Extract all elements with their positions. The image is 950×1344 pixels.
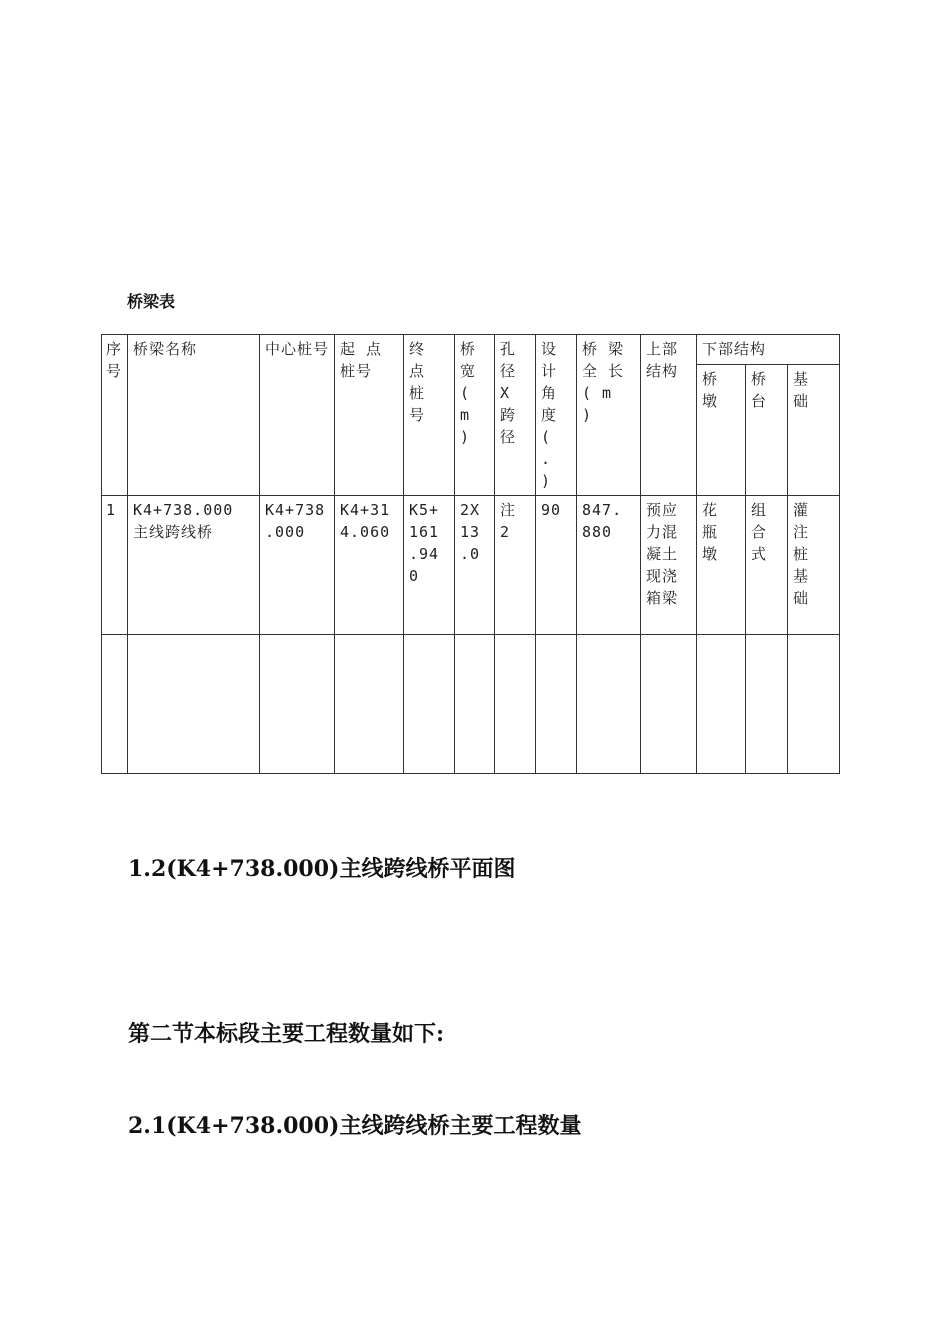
cell-design-angle: 90: [536, 496, 577, 635]
table-row: [102, 496, 840, 635]
empty-cell: [128, 635, 260, 774]
header-start-station: 起 点 桩号: [335, 335, 404, 496]
table-caption: 桥梁表: [127, 292, 176, 311]
header-substructure: 下部结构: [697, 335, 840, 365]
empty-cell: [746, 635, 788, 774]
header-superstructure: 上部 结构: [641, 335, 697, 496]
section-heading-main-quantities: 2.1(K4+738.000)主线跨线桥主要工程数量: [128, 1113, 582, 1139]
empty-cell: [577, 635, 641, 774]
header-end-station: 终 点 桩 号: [404, 335, 455, 496]
empty-cell: [788, 635, 840, 774]
header-row: [102, 335, 840, 365]
header-pier: 桥 墩: [697, 364, 746, 495]
header-design-angle: 设 计 角 度 ( . ): [536, 335, 577, 496]
header-name: 桥梁名称: [128, 335, 260, 496]
section-heading-plan: 1.2(K4+738.000)主线跨线桥平面图: [128, 856, 516, 882]
empty-cell: [641, 635, 697, 774]
empty-cell: [495, 635, 536, 774]
header-seq: 序号: [102, 335, 128, 496]
empty-cell: [455, 635, 495, 774]
section-heading-quantities: 第二节本标段主要工程数量如下:: [128, 1021, 445, 1047]
cell-end-station: K5+ 161 .94 0: [404, 496, 455, 635]
cell-center-station: K4+738 .000: [260, 496, 335, 635]
cell-pier: 花 瓶 墩: [697, 496, 746, 635]
empty-cell: [404, 635, 455, 774]
header-span: 孔 径 X 跨 径: [495, 335, 536, 496]
cell-bridge-width: 2X 13 .0: [455, 496, 495, 635]
header-foundation: 基 础: [788, 364, 840, 495]
header-bridge-width: 桥 宽 ( m ): [455, 335, 495, 496]
empty-cell: [335, 635, 404, 774]
cell-total-length: 847. 880: [577, 496, 641, 635]
cell-start-station: K4+31 4.060: [335, 496, 404, 635]
empty-cell: [260, 635, 335, 774]
cell-foundation: 灌 注 桩 基 础: [788, 496, 840, 635]
header-center-station: 中心桩号: [260, 335, 335, 496]
cell-span: 注 2: [495, 496, 536, 635]
bridge-table: [101, 334, 840, 774]
cell-seq: 1: [102, 496, 128, 635]
cell-superstructure: 预应 力混 凝土 现浇 箱梁: [641, 496, 697, 635]
cell-name: K4+738.000 主线跨线桥: [128, 496, 260, 635]
table-row-empty: [102, 635, 840, 774]
empty-cell: [697, 635, 746, 774]
header-abutment: 桥 台: [746, 364, 788, 495]
empty-cell: [536, 635, 577, 774]
cell-abutment: 组 合 式: [746, 496, 788, 635]
empty-cell: [102, 635, 128, 774]
header-total-length: 桥 梁 全 长 ( m ): [577, 335, 641, 496]
